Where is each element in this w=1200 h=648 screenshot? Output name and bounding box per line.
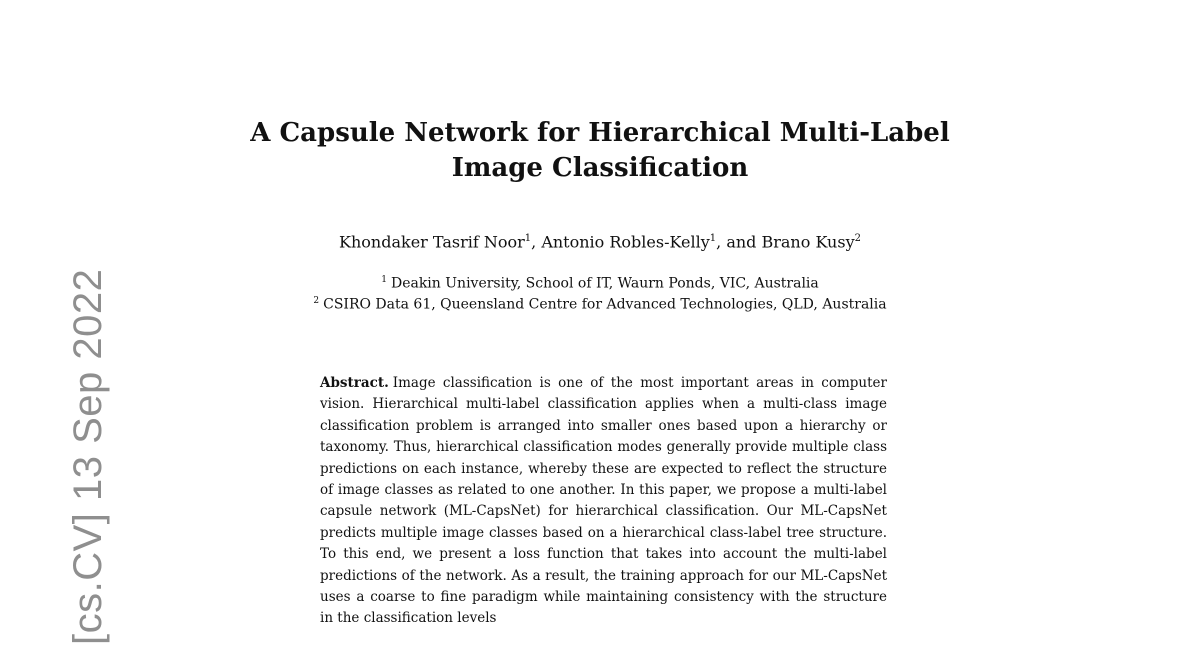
arxiv-stamp: [cs.CV] 13 Sep 2022 <box>66 268 110 645</box>
abstract-label: Abstract. <box>320 375 389 391</box>
affiliation-mark: 2 <box>313 296 320 306</box>
title-line-1: A Capsule Network for Hierarchical Multi-Label <box>250 118 950 148</box>
affiliation-mark: 1 <box>381 275 387 285</box>
title-line-2: Image Classification <box>451 153 749 183</box>
affiliation-text: Deakin University, School of IT, Waurn Ponds, VIC, Australia <box>390 275 819 292</box>
author-affiliation-mark: 1 <box>709 233 717 244</box>
affiliation <box>0 291 1200 315</box>
author-list <box>0 228 1200 253</box>
paper-title <box>0 116 1200 186</box>
abstract-text: Image classification is one of the most important areas in computer vision. Hierarchical multi-label classification applies when a multi-class image classification problem is arranged into smaller ones based upon a hierarchy or taxonomy. Thus, hierarchical classification modes generally provide multiple class predictions on each instance, whereby these are expected to reflect the structure of image classes as related to one another. In this paper, we propose a multi-label capsule network (ML-CapsNet) for hierarchical classification. Our ML-CapsNet predicts multiple image classes based on a hierarchical class-label tree structure. To this end, we present a loss function that takes into account the multi-label predictions of the network. As a result, the training approach for our ML-CapsNet uses a coarse to fine paradigm while maintaining consistency with the structure in the classification levels <box>320 375 887 627</box>
author-name: Khondaker Tasrif Noor <box>339 232 525 252</box>
abstract <box>320 373 887 630</box>
author-separator: , <box>531 232 542 252</box>
author-affiliation-mark: 1 <box>524 233 532 244</box>
author-affiliation-mark: 2 <box>854 233 861 244</box>
author-name: Antonio Robles-Kelly <box>541 232 710 252</box>
affiliation-text: CSIRO Data 61, Queensland Centre for Advanced Technologies, QLD, Australia <box>323 296 887 313</box>
author-separator: , and <box>716 232 762 252</box>
author-name: Brano Kusy <box>761 232 855 252</box>
